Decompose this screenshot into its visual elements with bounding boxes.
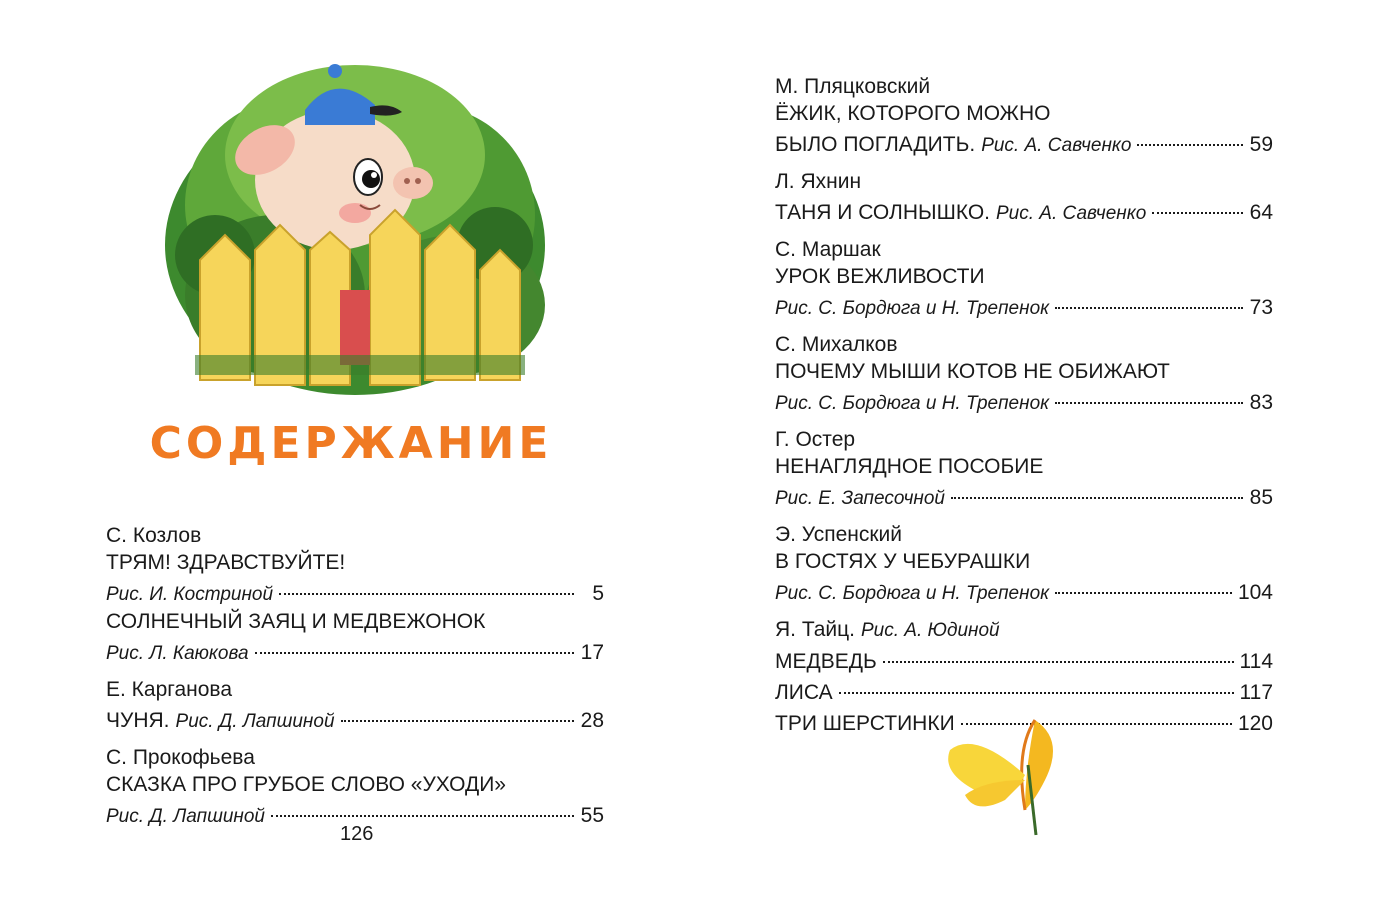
toc-line [106, 576, 604, 608]
dot-leader [1055, 380, 1243, 404]
dot-leader [1055, 570, 1232, 594]
page-number: 126 [340, 823, 374, 845]
story-title: СКАЗКА ПРО ГРУБОЕ СЛОВО «УХОДИ» [106, 773, 506, 796]
page-ref: 85 [1249, 486, 1273, 509]
story-title: НЕНАГЛЯДНОЕ ПОСОБИЕ [775, 455, 1044, 478]
story-title: ЧУНЯ. [106, 709, 170, 732]
page-ref: 5 [592, 582, 604, 605]
page-ref: 114 [1239, 650, 1273, 673]
toc-line [775, 575, 1273, 607]
toc-author [106, 522, 604, 549]
toc-entry [775, 331, 1273, 417]
toc-entry [106, 676, 604, 735]
page-ref: 64 [1249, 201, 1273, 224]
toc-author [775, 236, 1273, 263]
pig-behind-fence-illustration [155, 55, 550, 395]
toc-author [106, 744, 604, 771]
author-name: Я. Тайц. [775, 618, 855, 641]
story-title: БЫЛО ПОГЛАДИТЬ. [775, 133, 976, 156]
toc-entry [775, 521, 1273, 607]
illustrator-credit: Рис. С. Бордюга и Н. Трепенок [775, 583, 1050, 604]
author-name: С. Маршак [775, 238, 881, 261]
illustrator-credit: Рис. Л. Каюкова [106, 643, 249, 664]
page-ref: 73 [1249, 296, 1273, 319]
toc-line [775, 385, 1273, 417]
dot-leader [1055, 285, 1243, 309]
dot-leader [271, 793, 574, 817]
author-name: Г. Остер [775, 428, 856, 451]
page-ref: 28 [580, 709, 604, 732]
page-ref: 83 [1249, 391, 1273, 414]
illustrator-credit: Рис. А. Юдиной [861, 620, 1000, 641]
author-name: М. Пляцковский [775, 75, 931, 98]
story-title: ЁЖИК, КОТОРОГО МОЖНО [775, 102, 1051, 125]
butterfly-illustration [940, 705, 1080, 845]
dot-leader [951, 475, 1243, 499]
toc-line [775, 480, 1273, 512]
page-ref: 17 [580, 641, 604, 664]
author-name: С. Михалков [775, 333, 898, 356]
toc-entry [775, 236, 1273, 322]
dot-leader [839, 670, 1234, 694]
page-ref: 55 [580, 804, 604, 827]
right-page [690, 0, 1379, 919]
toc-entry [106, 522, 604, 667]
story-title: УРОК ВЕЖЛИВОСТИ [775, 265, 985, 288]
toc-entry [106, 744, 604, 830]
toc-entry [775, 426, 1273, 512]
dot-leader [1137, 122, 1243, 146]
toc-line [775, 195, 1273, 227]
toc-author [775, 73, 1273, 100]
toc-line [775, 290, 1273, 322]
illustrator-credit: Рис. И. Костриной [106, 584, 274, 605]
toc-author [775, 521, 1273, 548]
toc-line [106, 635, 604, 667]
story-title: ПОЧЕМУ МЫШИ КОТОВ НЕ ОБИЖАЮТ [775, 360, 1170, 383]
page-ref: 120 [1237, 712, 1273, 735]
story-title: СОЛНЕЧНЫЙ ЗАЯЦ И МЕДВЕЖОНОК [106, 610, 486, 633]
toc-entry [775, 168, 1273, 227]
author-name: С. Прокофьева [106, 746, 255, 769]
illustrator-credit: Рис. Д. Лапшиной [106, 806, 265, 827]
illustrator-credit: Рис. Е. Запесочной [775, 488, 945, 509]
illustrator-credit: Рис. Д. Лапшиной [175, 711, 335, 732]
toc-entry [775, 73, 1273, 159]
story-title: МЕДВЕДЬ [775, 650, 877, 673]
page-ref: 104 [1237, 581, 1273, 604]
story-title: ЛИСА [775, 681, 833, 704]
toc-left-column [106, 522, 604, 839]
story-title: ТАНЯ И СОЛНЫШКО. [775, 201, 990, 224]
toc-line [775, 127, 1273, 159]
page-ref: 59 [1249, 133, 1273, 156]
story-title: ТРИ ШЕРСТИНКИ [775, 712, 955, 735]
dot-leader [255, 630, 574, 654]
illustrator-credit: Рис. С. Бордюга и Н. Трепенок [775, 298, 1050, 319]
story-title: В ГОСТЯХ У ЧЕБУРАШКИ [775, 550, 1031, 573]
toc-author [775, 426, 1273, 453]
toc-right-column [775, 73, 1273, 746]
toc-heading: СОДЕРЖАНИЕ [149, 418, 553, 469]
author-name: Э. Успенский [775, 523, 902, 546]
author-name: Л. Яхнин [775, 170, 862, 193]
dot-leader [883, 639, 1234, 663]
illustrator-credit: Рис. С. Бордюга и Н. Трепенок [775, 393, 1050, 414]
illustrator-credit: Рис. А. Савченко [995, 203, 1147, 224]
author-name: С. Козлов [106, 524, 202, 547]
author-name: Е. Карганова [106, 678, 233, 701]
toc-line [106, 703, 604, 735]
page-ref: 117 [1239, 681, 1273, 704]
dot-leader [1152, 190, 1243, 214]
dot-leader [279, 571, 574, 595]
toc-author [775, 331, 1273, 358]
story-title: ТРЯМ! ЗДРАВСТВУЙТЕ! [106, 551, 346, 574]
dot-leader [341, 698, 574, 722]
illustrator-credit: Рис. А. Савченко [981, 135, 1132, 156]
